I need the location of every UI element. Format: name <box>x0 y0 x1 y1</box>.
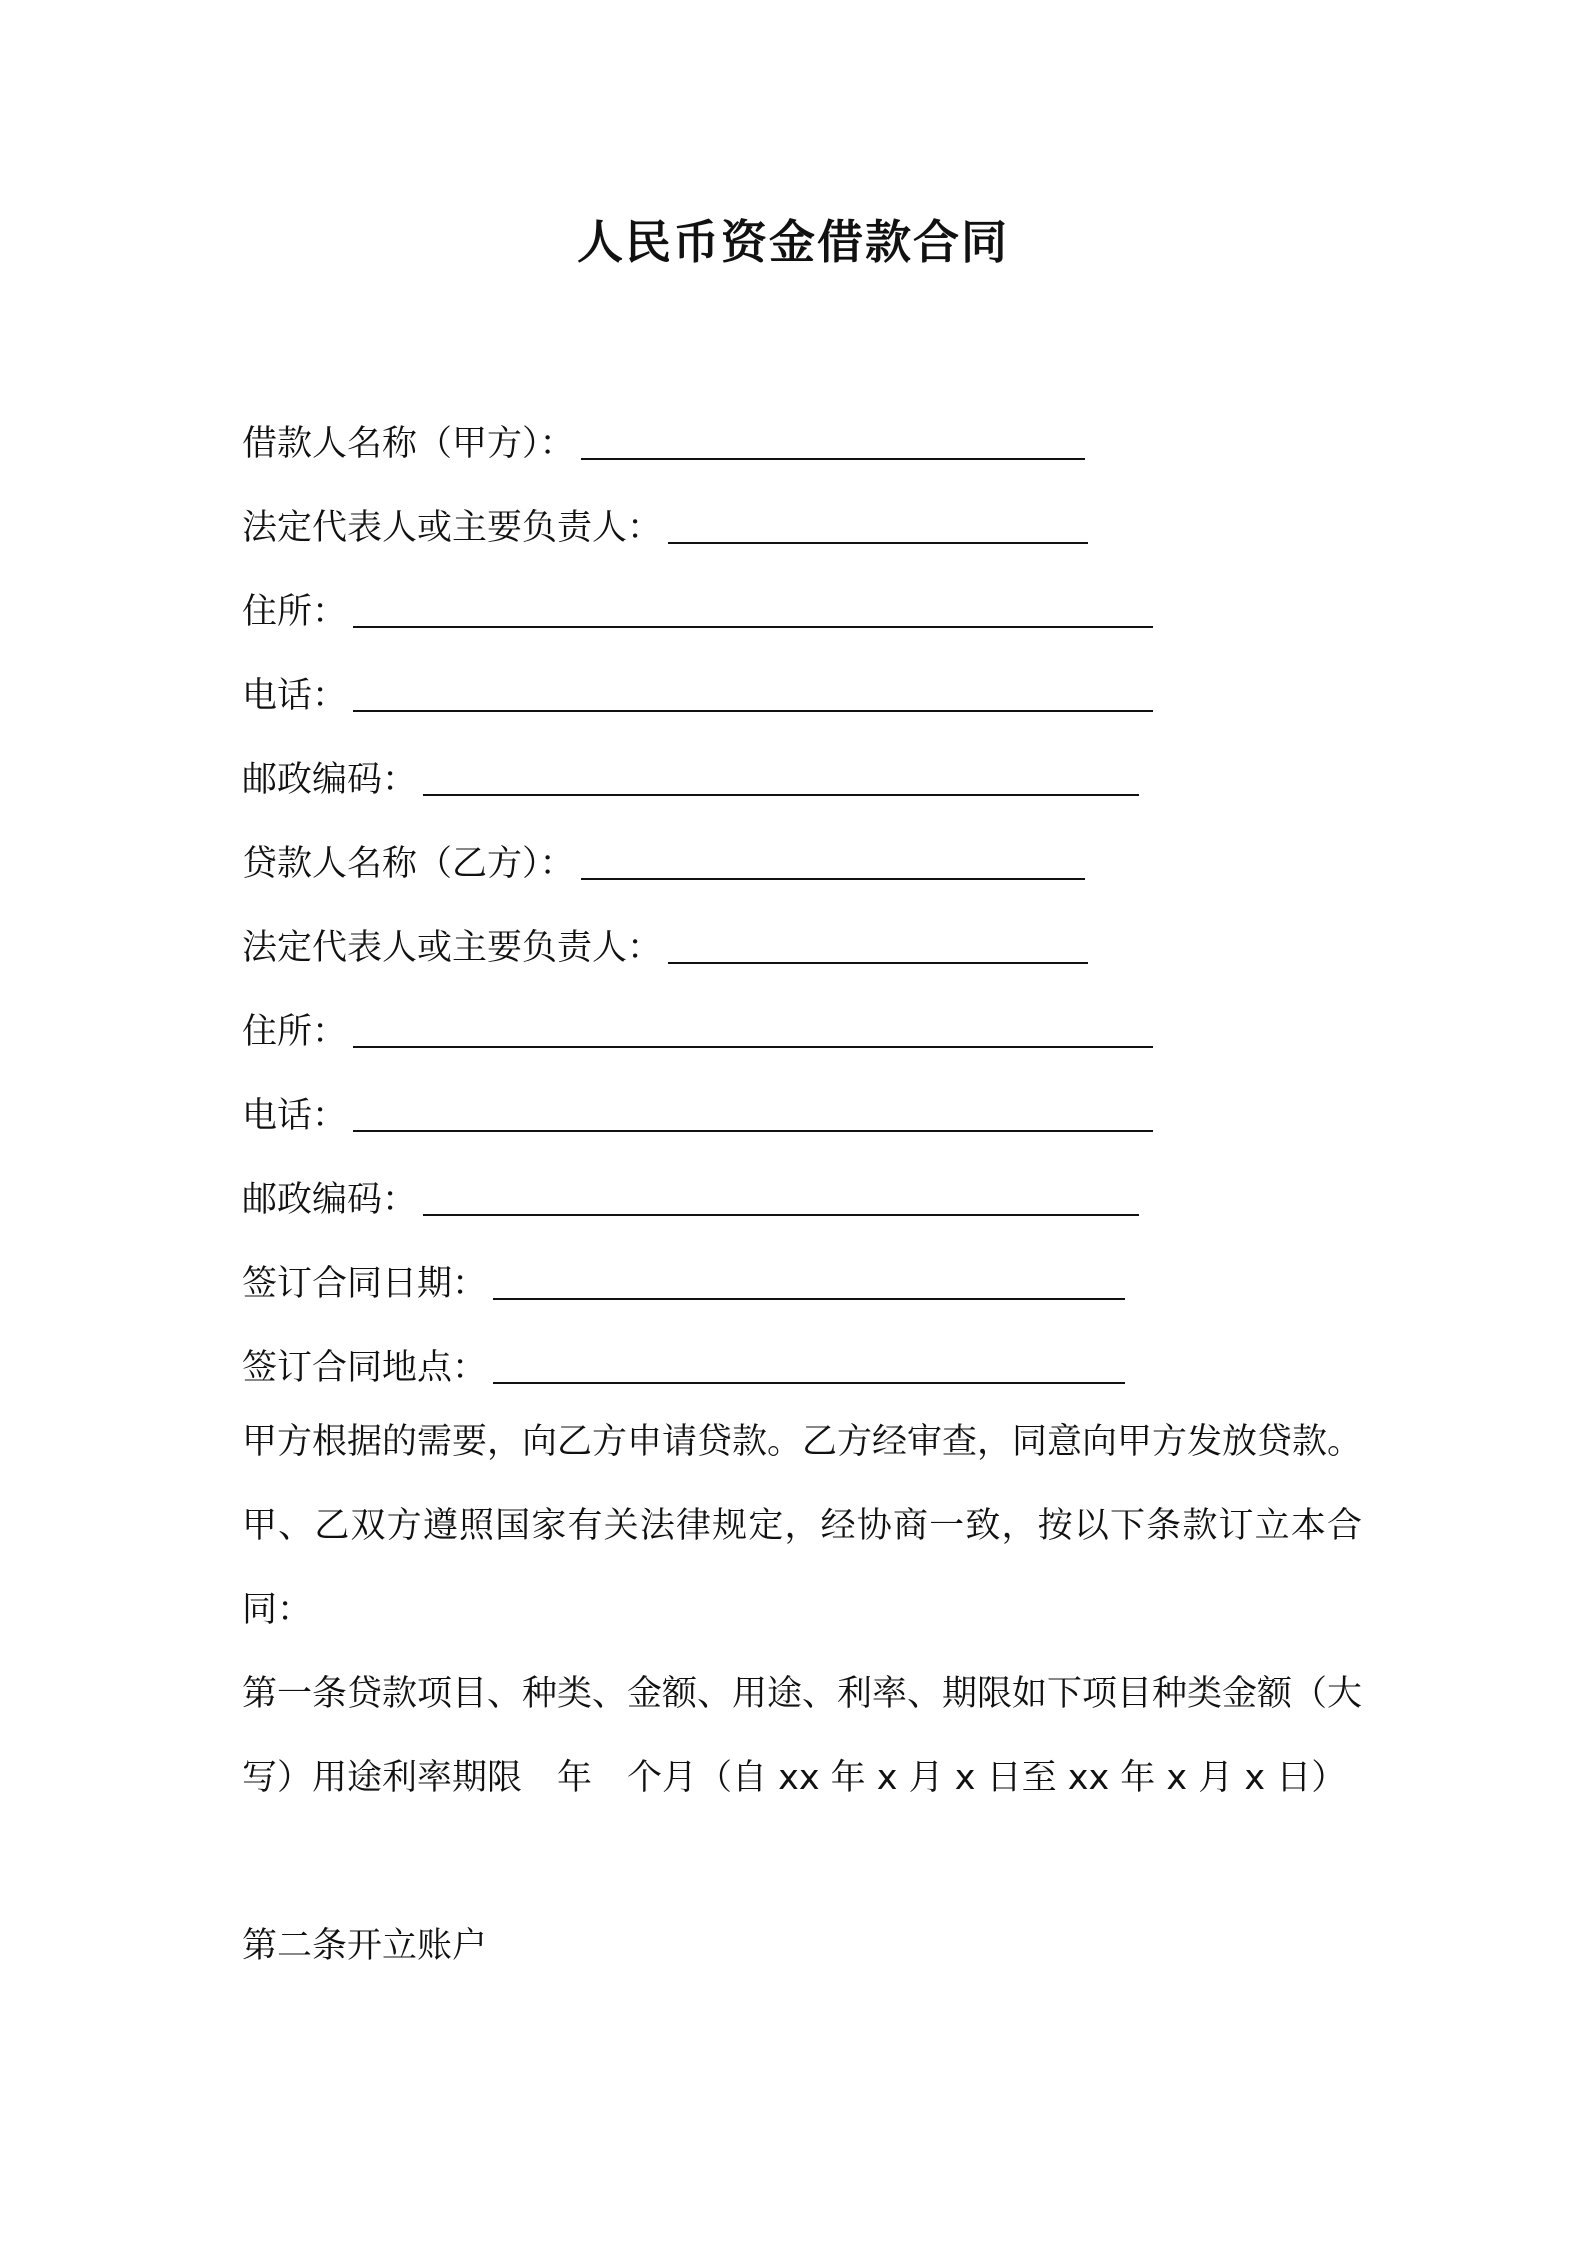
lender-name-blank[interactable] <box>581 834 1085 880</box>
borrower-address-blank[interactable] <box>353 582 1153 628</box>
field-label: 法定代表人或主要负责人： <box>242 928 663 968</box>
borrower-postcode-blank[interactable] <box>423 750 1139 796</box>
borrower-representative-blank[interactable] <box>668 498 1088 544</box>
borrower-postcode-field <box>242 750 1139 810</box>
field-label: 贷款人名称（乙方）： <box>242 844 575 884</box>
field-label: 法定代表人或主要负责人： <box>242 508 663 548</box>
signing-date-blank[interactable] <box>493 1254 1125 1300</box>
signing-place-blank[interactable] <box>493 1338 1125 1384</box>
lender-postcode-field <box>242 1170 1139 1230</box>
document-title: 人民币资金借款合同 <box>577 215 1009 269</box>
article-2-heading: 第二条开立账户 <box>242 1926 488 1966</box>
lender-representative-blank[interactable] <box>668 918 1088 964</box>
borrower-representative-field <box>242 498 1088 558</box>
field-label: 住所： <box>242 592 348 632</box>
lender-phone-blank[interactable] <box>353 1086 1153 1132</box>
lender-postcode-blank[interactable] <box>423 1170 1139 1216</box>
borrower-phone-field <box>242 666 1153 726</box>
article-1-paragraph: 第一条贷款项目、种类、金额、用途、利率、期限如下项目种类金额（大写）用途利率期限 年 个月（自 xx 年 x 月 x 日至 xx 年 x 月 x 日） <box>242 1674 1363 1798</box>
lender-name-field <box>242 834 1085 894</box>
intro-paragraph: 甲方根据的需要，向乙方申请贷款。乙方经审查，同意向甲方发放贷款。甲、乙双方遵照国家有关法律规定，经协商一致，按以下条款订立本合同： <box>242 1422 1363 1630</box>
field-label: 邮政编码： <box>242 1180 418 1220</box>
field-label: 签订合同日期： <box>242 1264 488 1304</box>
field-label: 住所： <box>242 1012 348 1052</box>
lender-address-field <box>242 1002 1153 1062</box>
signing-date-field <box>242 1254 1125 1314</box>
field-label: 签订合同地点： <box>242 1348 488 1388</box>
lender-representative-field <box>242 918 1088 978</box>
lender-address-blank[interactable] <box>353 1002 1153 1048</box>
field-label: 邮政编码： <box>242 760 418 800</box>
field-label: 电话： <box>242 1096 348 1136</box>
borrower-address-field <box>242 582 1153 642</box>
borrower-phone-blank[interactable] <box>353 666 1153 712</box>
lender-phone-field <box>242 1086 1153 1146</box>
borrower-name-field <box>242 414 1085 474</box>
field-label: 电话： <box>242 676 348 716</box>
field-label: 借款人名称（甲方）： <box>242 424 575 464</box>
borrower-name-blank[interactable] <box>581 414 1085 460</box>
signing-place-field <box>242 1338 1125 1398</box>
